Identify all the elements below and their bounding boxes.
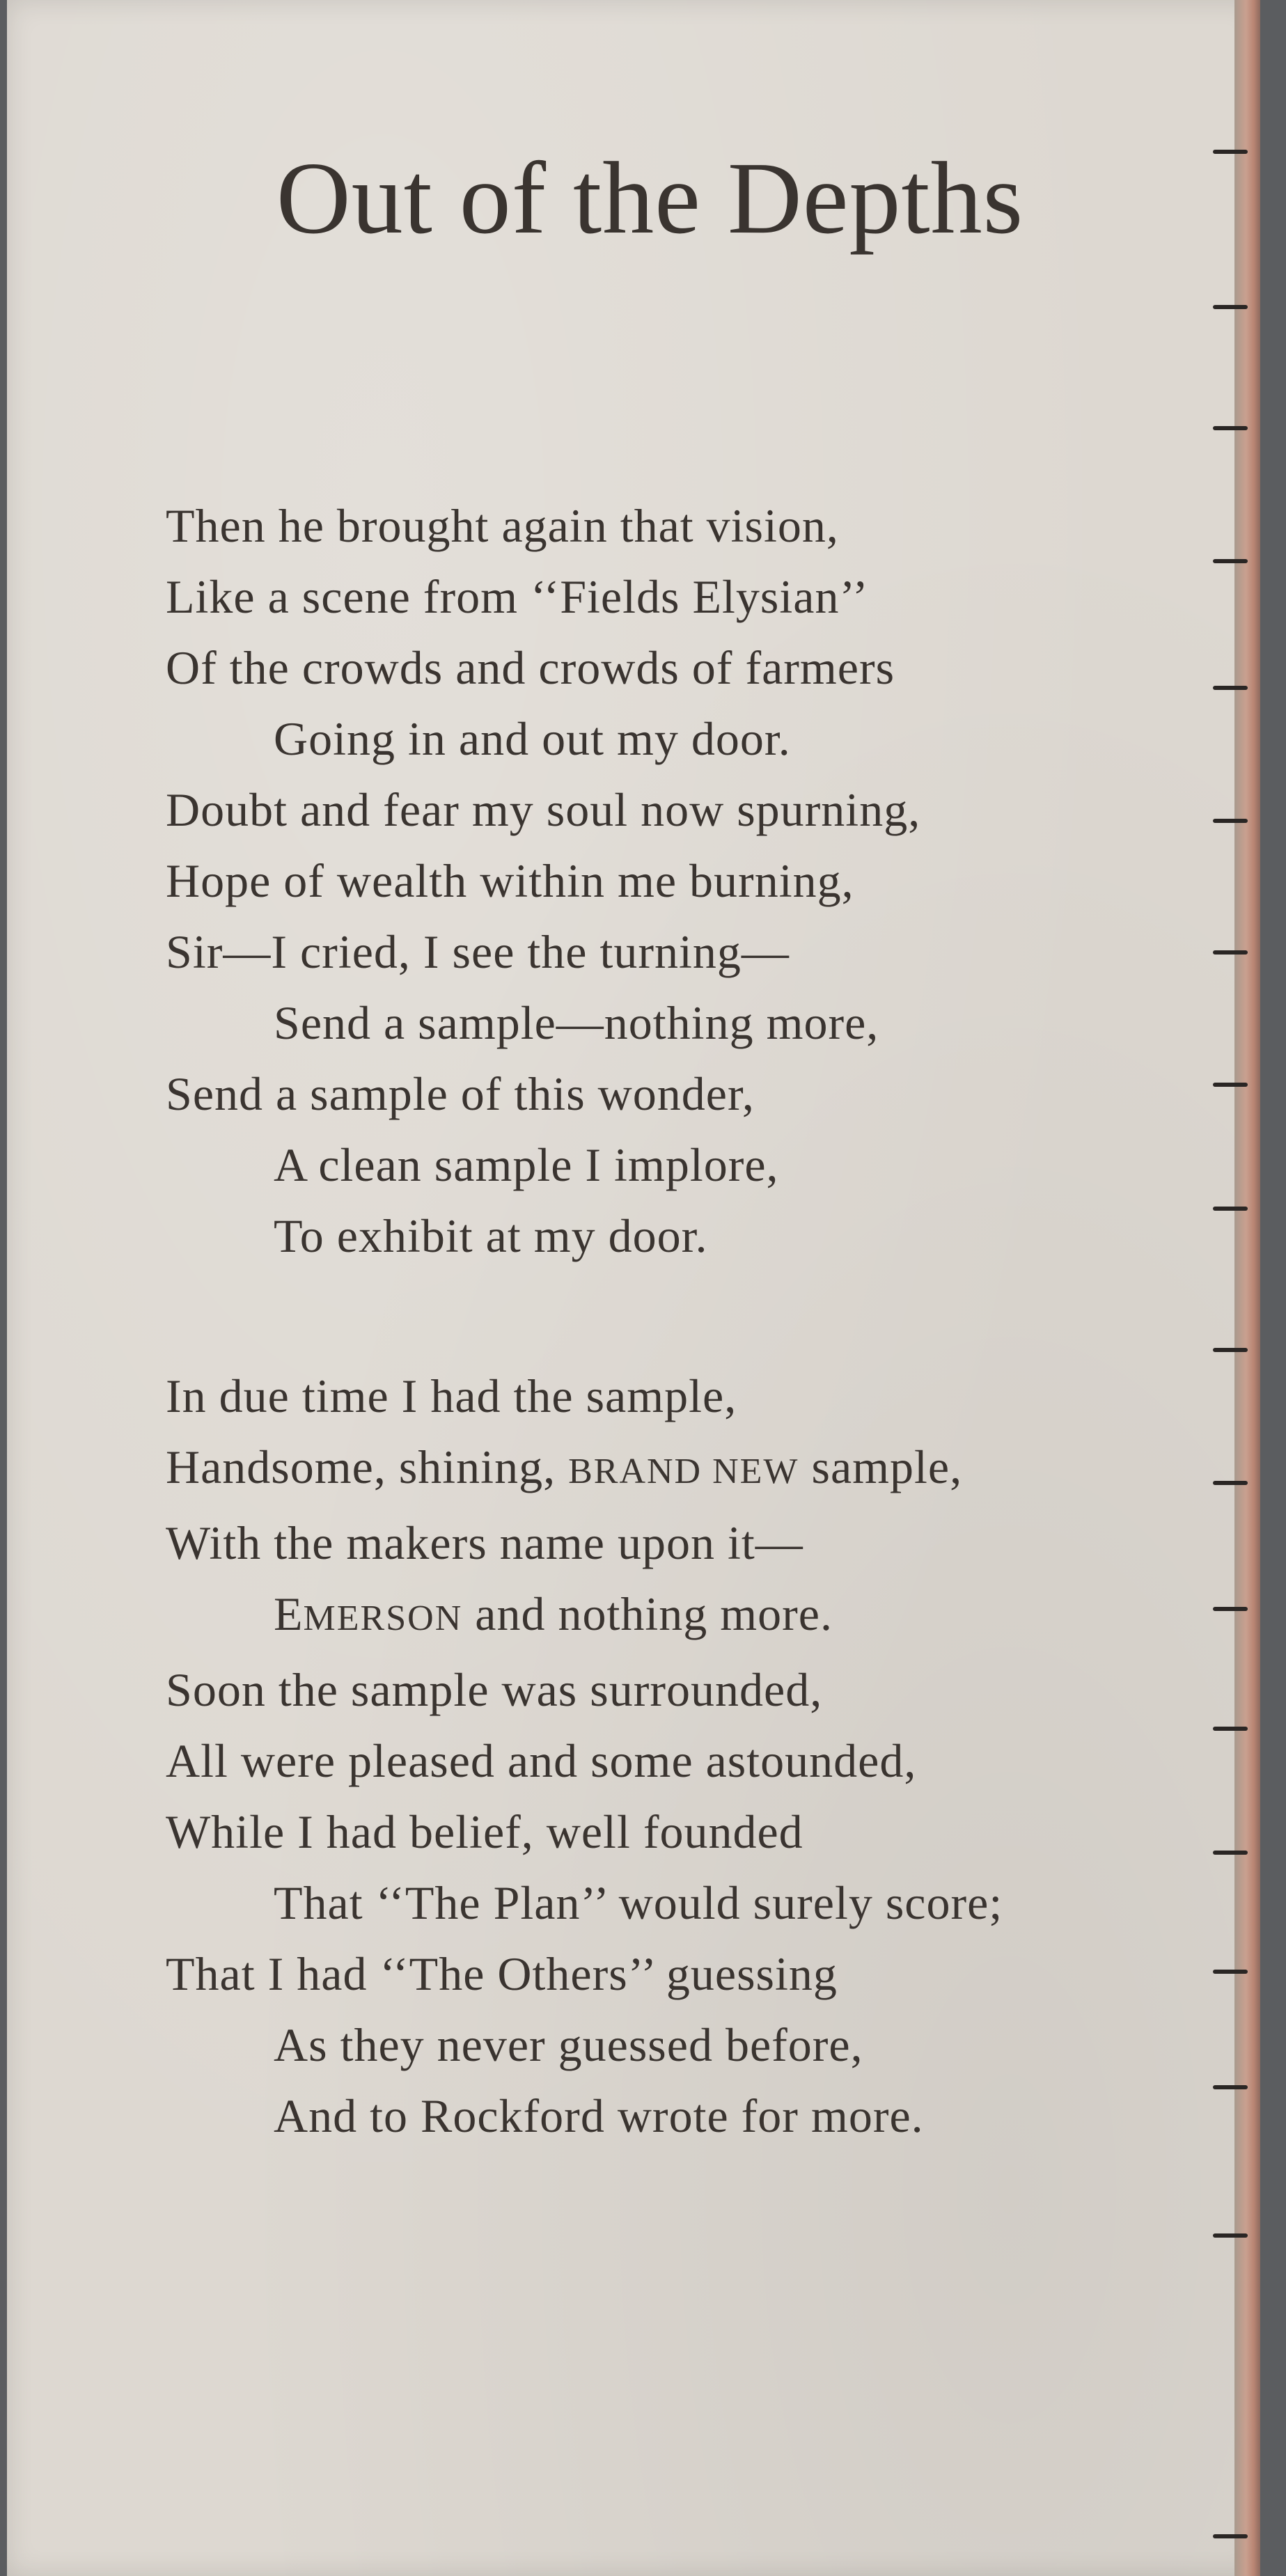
poem-line: All were pleased and some astounded, bbox=[166, 1734, 917, 1787]
binding-stitch bbox=[1213, 559, 1248, 563]
binding-stitch bbox=[1213, 2085, 1248, 2089]
poem-line: Hope of wealth within me burning, bbox=[166, 854, 854, 907]
binding-stitch bbox=[1213, 1083, 1248, 1087]
initial-capital: E bbox=[274, 1587, 304, 1640]
page bbox=[7, 0, 1260, 2576]
binding-stitch bbox=[1213, 819, 1248, 823]
poem-line: And to Rockford wrote for more. bbox=[274, 2089, 924, 2142]
stanza-2 bbox=[166, 1360, 1003, 2151]
poem-line: Like a scene from ‘‘Fields Elysian’’ bbox=[166, 570, 869, 623]
poem-line: Sir—I cried, I see the turning— bbox=[166, 925, 790, 978]
binding-stitch bbox=[1213, 2534, 1248, 2538]
binding-stitch bbox=[1213, 1727, 1248, 1731]
poem-line: Of the crowds and crowds of farmers bbox=[166, 641, 895, 694]
poem-line: In due time I had the sample, bbox=[166, 1369, 737, 1422]
binding-stitch bbox=[1213, 1481, 1248, 1485]
binding-stitch bbox=[1213, 686, 1248, 690]
poem-line: As they never guessed before, bbox=[274, 2018, 863, 2071]
poem-line: Send a sample of this wonder, bbox=[166, 1067, 755, 1120]
binding-stitch bbox=[1213, 1348, 1248, 1352]
binding-stitch bbox=[1213, 2233, 1248, 2238]
binding-stitch bbox=[1213, 426, 1248, 430]
small-caps-text: BRAND NEW bbox=[568, 1452, 799, 1491]
poem-line bbox=[166, 1431, 1003, 1507]
poem-line: With the makers name upon it— bbox=[166, 1516, 803, 1569]
small-caps-text: MERSON bbox=[303, 1599, 463, 1638]
line-text: sample, bbox=[811, 1440, 963, 1493]
poem-line: While I had belief, well founded bbox=[166, 1805, 803, 1858]
binding-stitch bbox=[1213, 1607, 1248, 1611]
poem-line: Send a sample—nothing more, bbox=[274, 996, 879, 1049]
binding-stitch bbox=[1213, 1851, 1248, 1855]
poem-line: To exhibit at my door. bbox=[274, 1209, 708, 1262]
poem-line: A clean sample I implore, bbox=[274, 1138, 779, 1191]
spine-binding bbox=[1234, 0, 1260, 2576]
binding-stitch bbox=[1213, 305, 1248, 309]
poem-line: That ‘‘The Plan’’ would surely score; bbox=[274, 1876, 1003, 1929]
line-text: Handsome, shining, bbox=[166, 1440, 556, 1493]
poem-line: That I had ‘‘The Others’’ guessing bbox=[166, 1947, 838, 2000]
line-text: and nothing more. bbox=[475, 1587, 833, 1640]
poem-title: Out of the Depths bbox=[276, 141, 1024, 256]
binding-stitch bbox=[1213, 1970, 1248, 1974]
binding-stitch bbox=[1213, 950, 1248, 955]
poem-line: Going in and out my door. bbox=[274, 712, 791, 765]
binding-stitch bbox=[1213, 1207, 1248, 1211]
poem-line: Then he brought again that vision, bbox=[166, 499, 839, 552]
poem-line: Doubt and fear my soul now spurning, bbox=[166, 783, 921, 836]
poem-line: Soon the sample was surrounded, bbox=[166, 1663, 823, 1716]
poem-line bbox=[166, 1578, 1003, 1654]
stanza-1 bbox=[166, 490, 920, 1271]
